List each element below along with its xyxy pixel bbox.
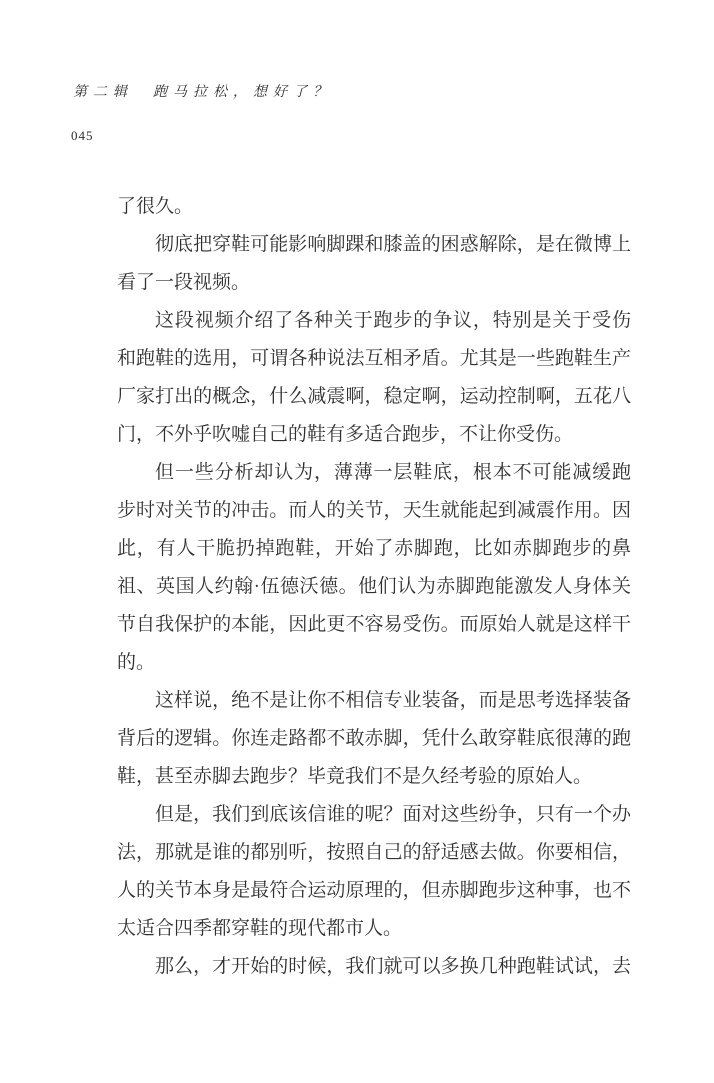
page-number: 045 bbox=[71, 128, 94, 143]
text-line: 了很久。 bbox=[117, 196, 194, 217]
text-line: 祖、英国人约翰·伍德沃德。他们认为赤脚跑能激发人身体关 bbox=[117, 576, 631, 597]
text-line: 法，那就是谁的都别听，按照自己的舒适感去做。你要相信， bbox=[117, 842, 631, 863]
text-line: 节自我保护的本能，因此更不容易受伤。而原始人就是这样干 bbox=[117, 614, 631, 635]
text-line: 那么，才开始的时候，我们就可以多换几种跑鞋试试，去 bbox=[155, 956, 631, 977]
text-line: 但一些分析却认为，薄薄一层鞋底，根本不可能减缓跑 bbox=[155, 462, 631, 483]
text-block bbox=[117, 188, 631, 986]
text-line: 这段视频介绍了各种关于跑步的争议，特别是关于受伤 bbox=[155, 310, 631, 331]
text-line: 这样说，绝不是让你不相信专业装备，而是思考选择装备 bbox=[155, 690, 631, 711]
text-line: 但是，我们到底该信谁的呢？面对这些纷争，只有一个办 bbox=[155, 804, 631, 825]
text-line: 鞋，甚至赤脚去跑步？毕竟我们不是久经考验的原始人。 bbox=[117, 766, 593, 787]
text-line: 厂家打出的概念，什么减震啊，稳定啊，运动控制啊，五花八 bbox=[117, 386, 631, 407]
text-line: 门，不外乎吹嘘自己的鞋有多适合跑步，不让你受伤。 bbox=[117, 424, 574, 445]
text-line: 的。 bbox=[117, 652, 156, 673]
text-line: 背后的逻辑。你连走路都不敢赤脚，凭什么敢穿鞋底很薄的跑 bbox=[117, 728, 631, 749]
text-line: 此，有人干脆扔掉跑鞋，开始了赤脚跑，比如赤脚跑步的鼻 bbox=[117, 538, 631, 559]
text-line: 彻底把穿鞋可能影响脚踝和膝盖的困惑解除，是在微博上 bbox=[155, 234, 631, 255]
text-line: 人的关节本身是最符合运动原理的，但赤脚跑步这种事，也不 bbox=[117, 880, 631, 901]
text-line: 看了一段视频。 bbox=[117, 272, 251, 293]
text-line: 步时对关节的冲击。而人的关节，天生就能起到减震作用。因 bbox=[117, 500, 631, 521]
text-line: 太适合四季都穿鞋的现代都市人。 bbox=[117, 918, 403, 939]
running-header: 第二辑 跑马拉松，想好了？ bbox=[73, 85, 333, 100]
text-line: 和跑鞋的选用，可谓各种说法互相矛盾。尤其是一些跑鞋生产 bbox=[117, 348, 631, 369]
